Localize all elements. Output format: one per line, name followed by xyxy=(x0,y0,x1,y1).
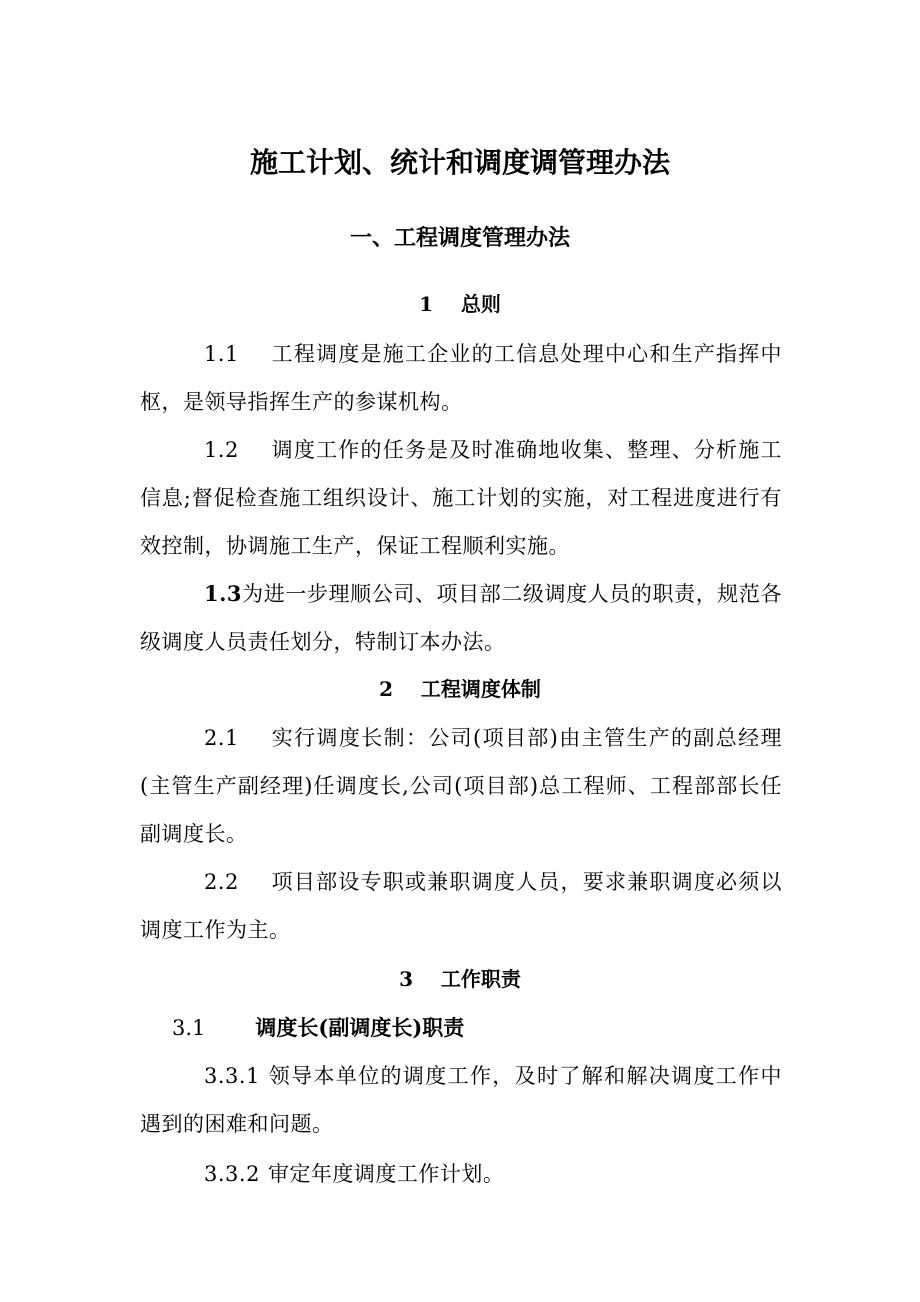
paragraph-1-3-number: 1.3 xyxy=(204,581,243,606)
paragraph-2-1 xyxy=(140,714,782,858)
paragraph-1-2 xyxy=(140,426,782,570)
paragraph-3-3-1-number: 3.3.1 xyxy=(204,1064,260,1088)
paragraph-3-3-1-text: 领导本单位的调度工作，及时了解和解决调度工作中遇到的困难和问题。 xyxy=(140,1064,782,1136)
paragraph-1-1-text: 工程调度是施工企业的工信息处理中心和生产指挥中枢，是领导指挥生产的参谋机构。 xyxy=(140,342,782,414)
heading-2-text: 工程调度体制 xyxy=(420,677,541,701)
paragraph-2-1-number: 2.1 xyxy=(204,726,239,750)
heading-1-text: 总则 xyxy=(460,292,501,316)
paragraph-3-1-number: 3.1 xyxy=(172,1016,206,1040)
paragraph-1-2-text: 调度工作的任务是及时准确地收集、整理、分析施工信息;督促检查施工组织设计、施工计划的实施，对工程进度进行有效控制，协调施工生产，保证工程顺利实施。 xyxy=(140,438,782,558)
heading-2-number: 2 xyxy=(379,677,394,701)
paragraph-2-2-number: 2.2 xyxy=(204,870,239,894)
paragraph-3-1-text: 调度长(副调度长)职责 xyxy=(255,1015,465,1040)
paragraph-1-3-text: 为进一步理顺公司、项目部二级调度人员的职责，规范各级调度人员责任划分，特制订本办法。 xyxy=(140,582,782,654)
heading-2 xyxy=(0,673,920,705)
section-title: 一、工程调度管理办法 xyxy=(349,225,570,251)
paragraph-2-2-text: 项目部设专职或兼职调度人员，要求兼职调度必须以调度工作为主。 xyxy=(140,870,782,942)
paragraph-1-1-number: 1.1 xyxy=(204,342,239,366)
paragraph-1-3 xyxy=(140,570,782,666)
paragraph-1-1 xyxy=(140,330,782,426)
heading-3-number: 3 xyxy=(399,967,414,991)
paragraph-1-2-number: 1.2 xyxy=(204,438,239,462)
paragraph-2-1-text: 实行调度长制：公司(项目部)由主管生产的副总经理(主管生产副经理)任调度长,公司(项目部)总工程师、工程部部长任副调度长。 xyxy=(140,726,782,846)
paragraph-3-1 xyxy=(172,1010,464,1046)
heading-3 xyxy=(0,963,920,995)
paragraph-3-3-2-text: 审定年度调度工作计划。 xyxy=(267,1162,505,1186)
heading-3-text: 工作职责 xyxy=(440,967,521,991)
heading-1-number: 1 xyxy=(419,292,434,316)
paragraph-3-3-1 xyxy=(140,1052,782,1148)
paragraph-2-2 xyxy=(140,858,782,954)
paragraph-3-3-2-number: 3.3.2 xyxy=(204,1162,260,1186)
document-title: 施工计划、统计和调度调管理办法 xyxy=(249,146,670,179)
heading-1 xyxy=(0,288,920,320)
paragraph-3-3-2 xyxy=(140,1150,782,1198)
